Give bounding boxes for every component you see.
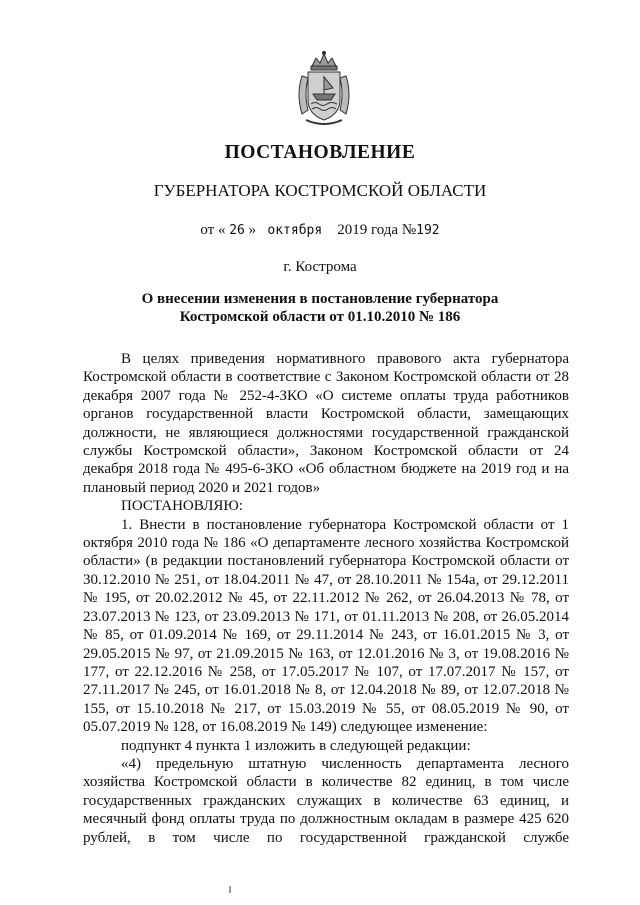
date-day: 26 bbox=[229, 223, 245, 238]
subitem-paragraph: подпункт 4 пункта 1 изложить в следующей редакции: bbox=[121, 737, 471, 754]
subject-heading bbox=[0, 290, 640, 326]
number-prefix: № bbox=[401, 222, 417, 238]
resolve-paragraph: ПОСТАНОВЛЯЮ: bbox=[121, 498, 243, 515]
coat-of-arms-icon bbox=[294, 50, 354, 128]
date-number-line bbox=[0, 222, 640, 239]
preamble-paragraph: В целях приведения нормативного правового акта губернатора Костромской области в соответствие с Законом Костромской области от 28 декабря 2007 года № 252-4-ЗКО «О системе оплаты труда работников органов государственной власти Костромской области, замещающих должности, не являющиеся должностями государственной гражданской службы Костромской области», Законом Костромской области от 24 декабря 2018 года № 495-6-ЗКО «Об областном бюджете на 2019 год и на плановый период 2020 и 2021 годов» bbox=[83, 351, 569, 496]
document-title: ПОСТАНОВЛЕНИЕ bbox=[224, 142, 416, 163]
date-year: 2019 года bbox=[337, 222, 399, 238]
document-number: 192 bbox=[416, 223, 440, 238]
subject-line-1: О внесении изменения в постановление губернатора bbox=[141, 291, 499, 307]
city-line: г. Кострома bbox=[283, 259, 357, 275]
page-mark bbox=[229, 886, 231, 893]
quote-paragraph: «4) предельную штатную численность департамента лесного хозяйства Костромской области в количестве 82 единиц, в том числе государственных гражданских служащих в количестве 63 единиц, и месячный фонд оплаты труда по должностным окладам в размере 425 620 рублей, в том числе по государственной гражданской службе bbox=[83, 755, 569, 846]
date-month: октября bbox=[267, 223, 323, 238]
item-1-paragraph: 1. Внести в постановление губернатора Костромской области от 1 октября 2010 года № 186 «О департаменте лесного хозяйства Костромской области» (в редакции постановлений губернатора Костромской области от 30.12.2010 № 251, от 18.04.2011 № 47, от 28.10.2011 № 154а, от 29.12.2011 № 195, от 20.02.2012 № 45, от 22.11.2012 № 262, от 26.04.2013 № 78, от 23.07.2013 № 123, от 23.09.2013 № 171, от 01.11.2013 № 208, от 26.05.2014 № 85, от 01.09.2014 № 169, от 29.11.2014 № 243, от 16.01.2015 № 3, от 29.05.2015 № 97, от 21.09.2015 № 163, от 12.01.2016 № 3, от 19.08.2016 № 177, от 22.12.2016 № 258, от 17.05.2017 № 107, от 17.07.2017 № 157, от 27.11.2017 № 245, от 16.01.2018 № 8, от 12.04.2018 № 89, от 12.07.2018 № 155, от 15.10.2018 № 217, от 15.03.2019 № 55, от 08.05.2019 № 90, от 05.07.2019 № 128, от 16.08.2019 № 149) следующее изменение: bbox=[83, 516, 569, 736]
subject-line-2: Костромской области от 01.10.2010 № 186 bbox=[179, 309, 461, 325]
date-quote-close: » bbox=[248, 222, 257, 238]
date-prefix: от « bbox=[200, 222, 226, 238]
document-body bbox=[83, 350, 569, 847]
issuer-line: ГУБЕРНАТОРА КОСТРОМСКОЙ ОБЛАСТИ bbox=[153, 181, 487, 200]
